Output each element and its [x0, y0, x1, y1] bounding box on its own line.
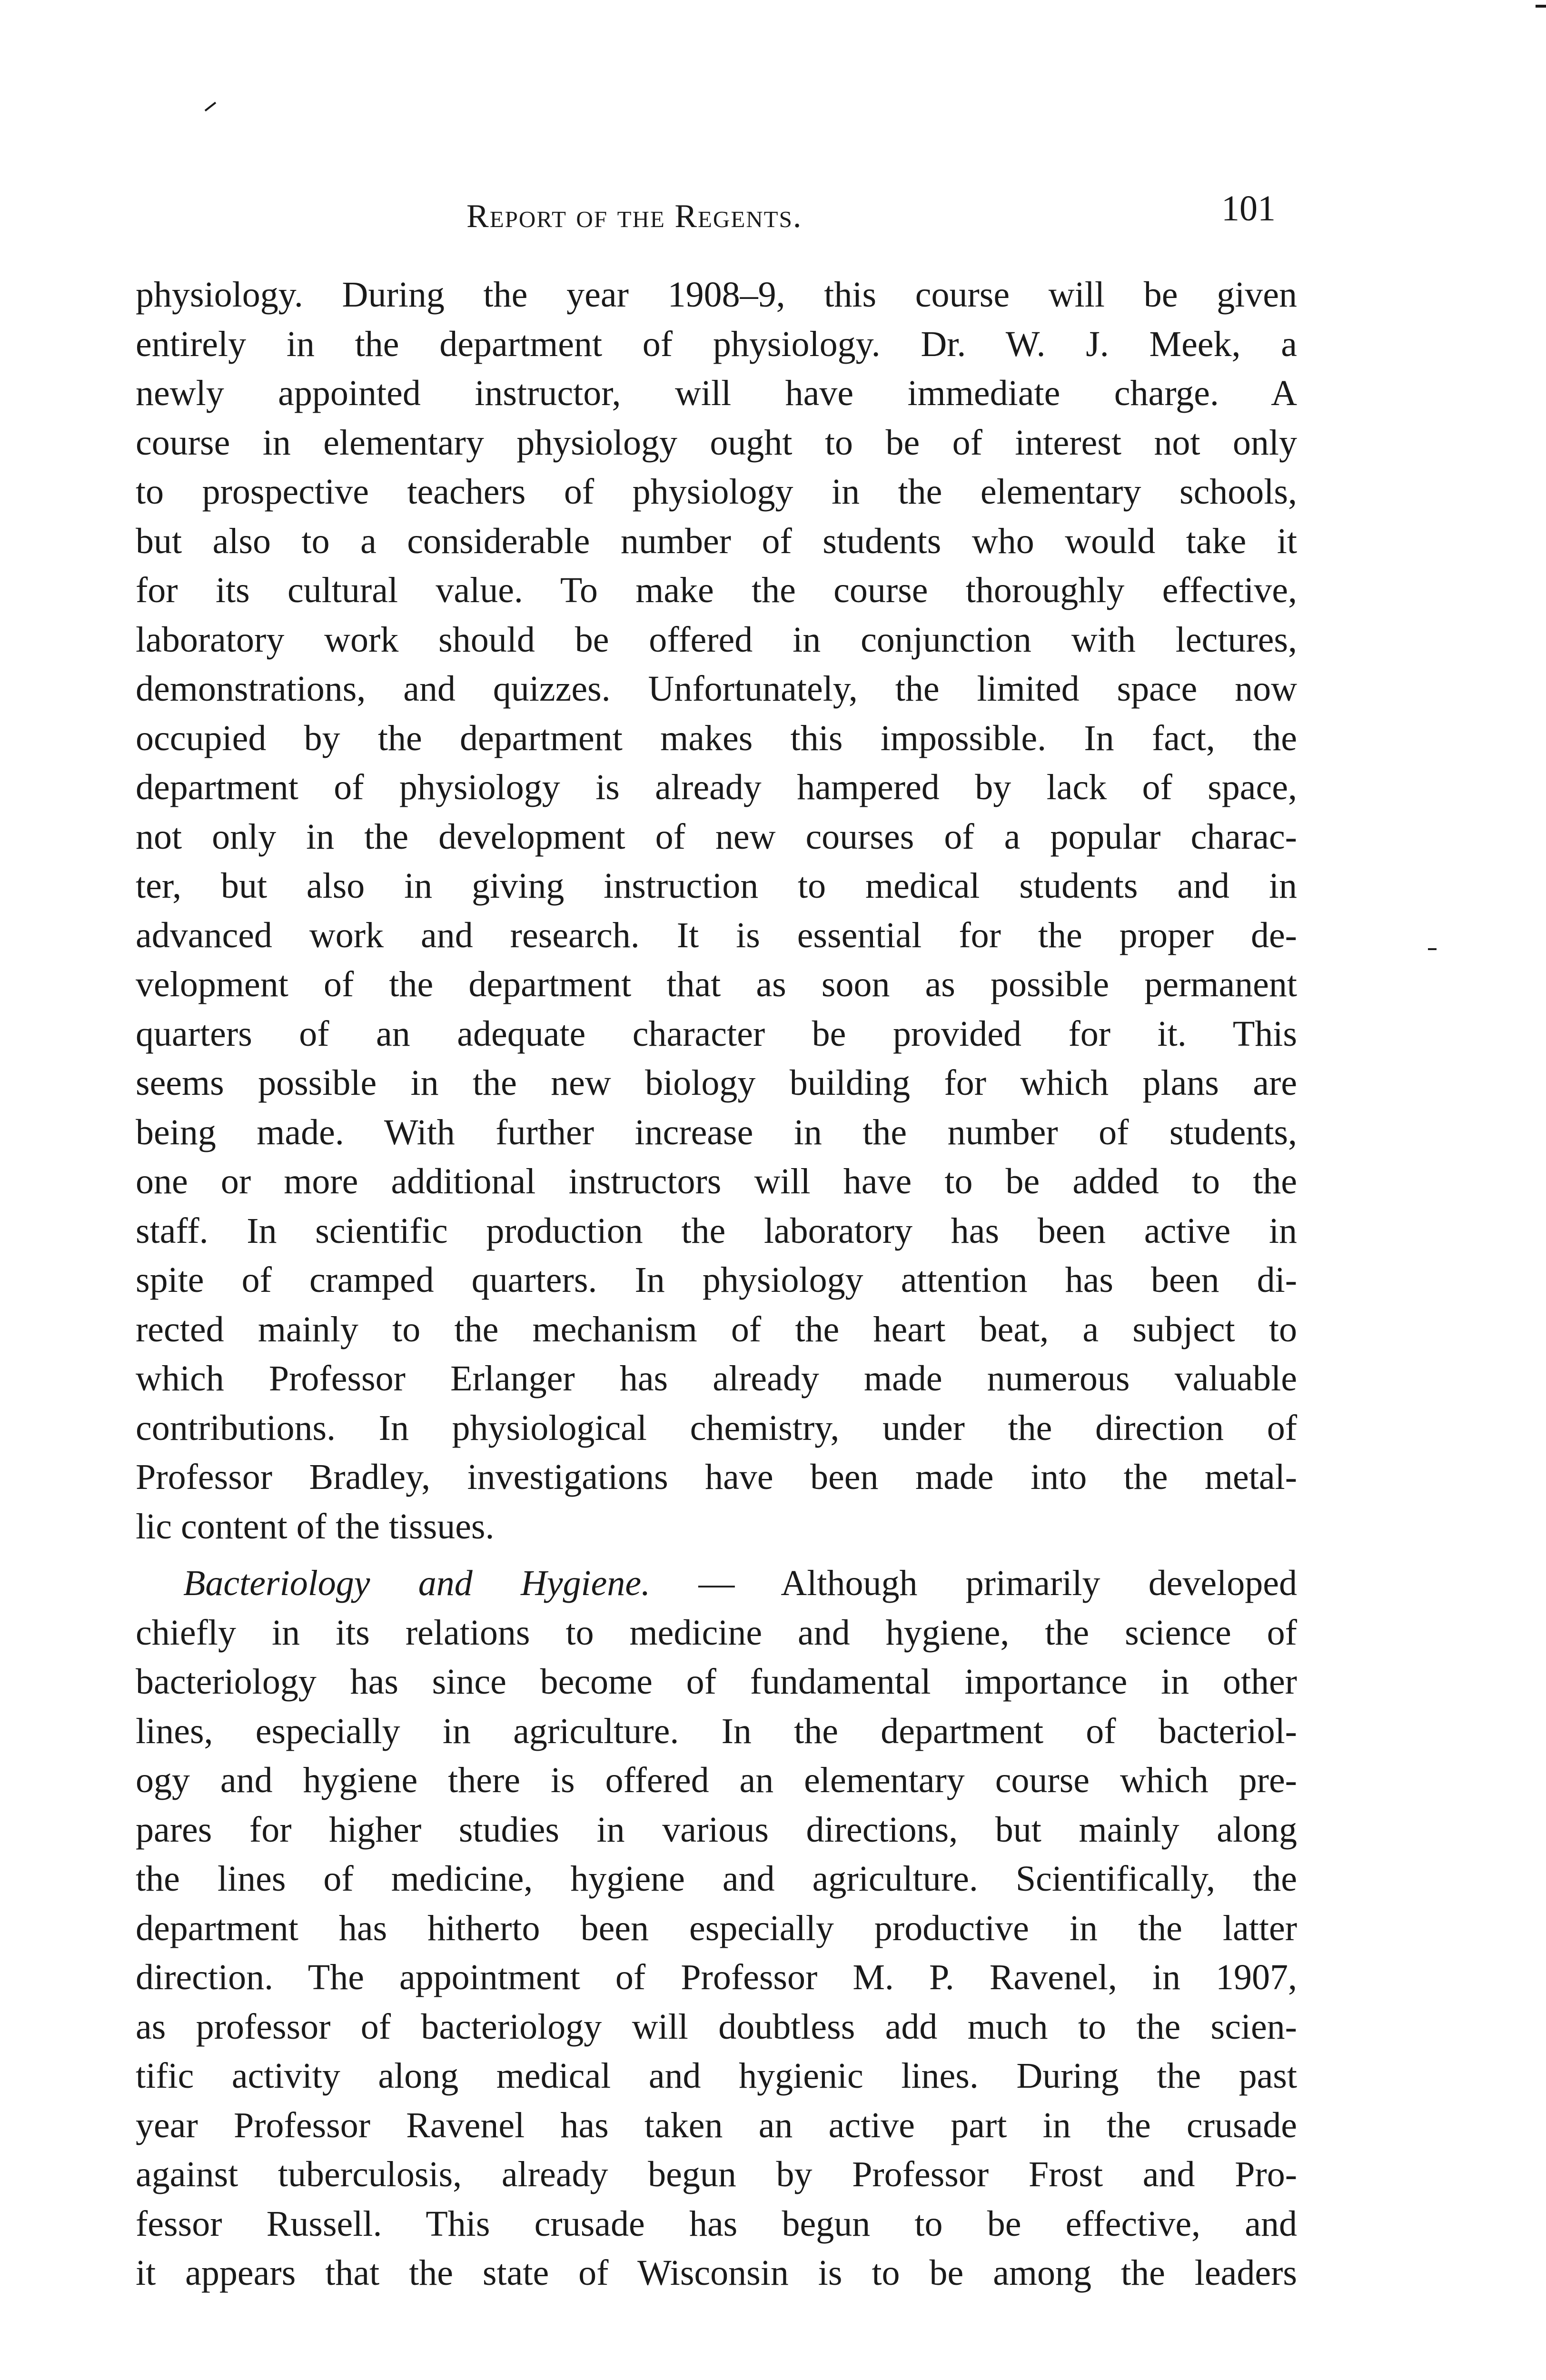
running-title: Report of the Regents. [466, 198, 803, 235]
stray-ink-mark [1536, 5, 1546, 8]
text-line: laboratory work should be offered in conjunction with lectures, [136, 619, 1297, 660]
text-line: being made. With further increase in the number of students, [136, 1112, 1297, 1152]
text-line: not only in the development of new courses of a popular charac- [136, 816, 1297, 857]
paragraph-physiology [136, 270, 1297, 1551]
text-line: tific activity along medical and hygienic lines. During the past [136, 2056, 1297, 2096]
text-line: rected mainly to the mechanism of the heart beat, a subject to [136, 1309, 1297, 1349]
text-line: course in elementary physiology ought to be of interest not only [136, 422, 1297, 463]
text-line: but also to a considerable number of students who would take it [136, 521, 1297, 561]
text-line: one or more additional instructors will have to be added to the [136, 1161, 1297, 1201]
text-line: to prospective teachers of physiology in the elementary schools, [136, 472, 1297, 512]
page-number: 101 [1221, 188, 1276, 228]
text-line: seems possible in the new biology building for which plans are [136, 1063, 1297, 1103]
text-line: as professor of bacteriology will doubtless add much to the scien- [136, 2006, 1297, 2047]
text-line: demonstrations, and quizzes. Unfortunately, the limited space now [136, 669, 1297, 709]
text-line: pares for higher studies in various directions, but mainly along [136, 1809, 1297, 1850]
text-line: against tuberculosis, already begun by Professor Frost and Pro- [136, 2154, 1297, 2194]
stray-ink-mark [205, 102, 217, 111]
text-line: chiefly in its relations to medicine and hygiene, the science of [136, 1612, 1297, 1653]
text-line: ter, but also in giving instruction to medical students and in [136, 866, 1297, 906]
text-line: staff. In scientific production the laboratory has been active in [136, 1210, 1297, 1251]
text-line: the lines of medicine, hygiene and agriculture. Scientifically, the [136, 1859, 1297, 1899]
text-line: occupied by the department makes this impossible. In fact, the [136, 718, 1297, 758]
text-line: lic content of the tissues. [136, 1506, 495, 1547]
text-line: entirely in the department of physiology. Dr. W. J. Meek, a [136, 324, 1297, 364]
text-line: velopment of the department that as soon as possible permanent [136, 964, 1297, 1004]
text-line: newly appointed instructor, will have immediate charge. A [136, 373, 1297, 413]
text-line-continuation: — Although primarily developed [650, 1563, 1298, 1603]
text-line: department of physiology is already hampered by lack of space, [136, 767, 1297, 807]
text-line: for its cultural value. To make the course thoroughly effective, [136, 570, 1297, 610]
text-line: which Professor Erlanger has already made numerous valuable [136, 1359, 1297, 1398]
text-line: contributions. In physiological chemistry, under the direction of [136, 1408, 1297, 1448]
text-line: department has hitherto been especially productive in the latter [136, 1908, 1297, 1948]
text-line: fessor Russell. This crusade has begun to be effective, and [136, 2203, 1297, 2244]
text-line: year Professor Ravenel has taken an active part in the crusade [136, 2105, 1297, 2145]
text-line: it appears that the state of Wisconsin is to be among the leaders [136, 2253, 1297, 2293]
section-heading: Bacteriology and Hygiene. [183, 1563, 651, 1603]
body-text [136, 270, 1297, 2298]
text-line: advanced work and research. It is essential for the proper de- [136, 915, 1297, 955]
paragraph-spacer [136, 1551, 1297, 1559]
page-header [143, 188, 1295, 245]
text-line: bacteriology has since become of fundamental importance in other [136, 1662, 1297, 1702]
stray-ink-mark [1428, 948, 1437, 950]
text-line: physiology. During the year 1908–9, this course will be given [136, 275, 1297, 315]
text-line: direction. The appointment of Professor M. P. Ravenel, in 1907, [136, 1957, 1297, 1997]
text-line: quarters of an adequate character be provided for it. This [136, 1013, 1297, 1054]
text-line: ogy and hygiene there is offered an elementary course which pre- [136, 1760, 1297, 1800]
paragraph-bacteriology [136, 1559, 1297, 2298]
text-line: lines, especially in agriculture. In the department of bacteriol- [136, 1711, 1297, 1751]
text-line [136, 1559, 1297, 1608]
text-line: spite of cramped quarters. In physiology attention has been di- [136, 1260, 1297, 1300]
text-line: Professor Bradley, investigations have been made into the metal- [136, 1457, 1297, 1497]
